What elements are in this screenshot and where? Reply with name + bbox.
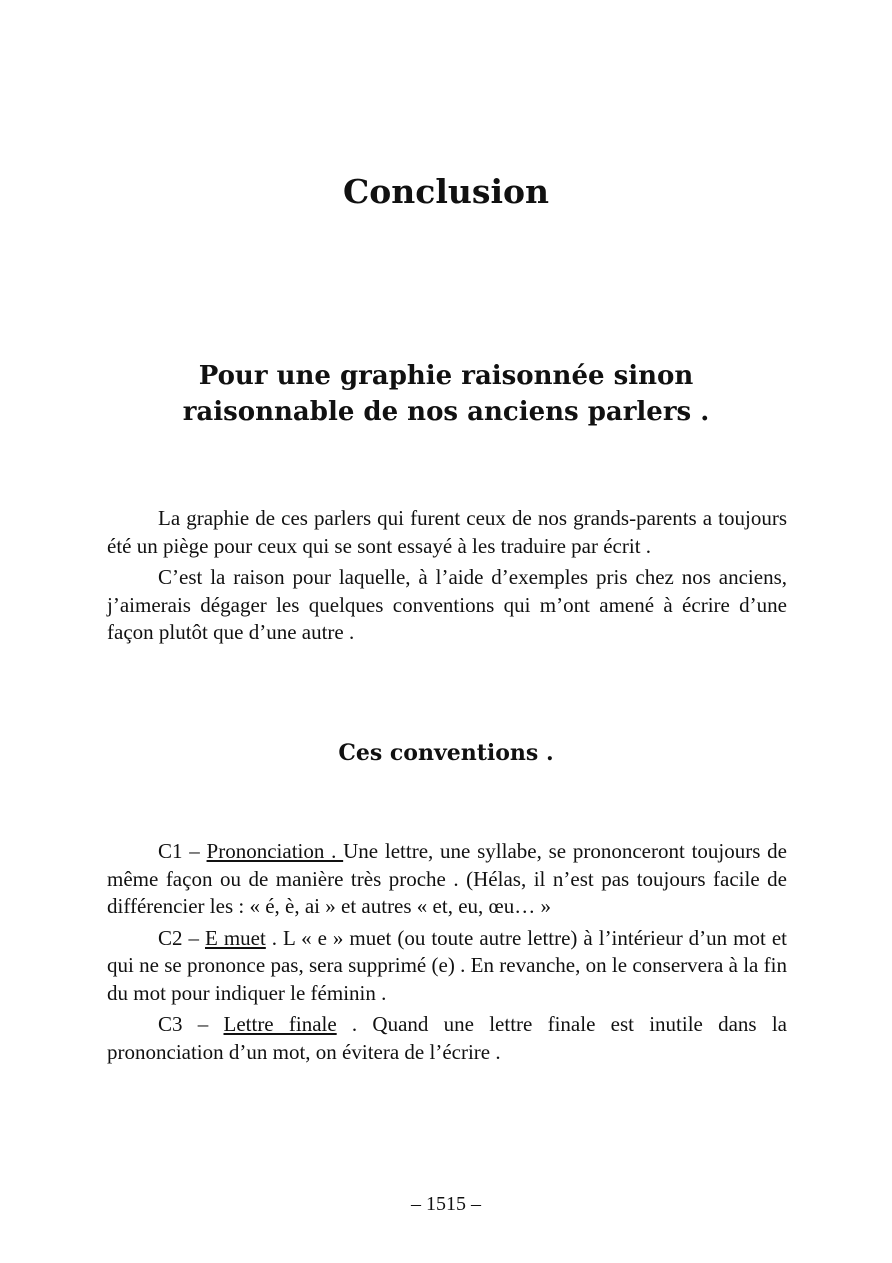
intro-section [107,505,787,651]
convention-code: C1 – [158,839,200,863]
page-number: – 1515 – [411,1193,481,1215]
convention-term: E muet [205,925,266,950]
intro-paragraph: La graphie de ces parlers qui furent ceux de nos grands-parents a toujours été un piège pour ceux qui se sont essayé à les traduire par écrit . [107,506,787,558]
convention-c3 [107,1011,787,1066]
convention-text: . Quand une lettre finale est inutile dans la prononciation d’un mot, on évitera de l’écrire . [107,1012,788,1064]
convention-text: . L « e » muet (ou toute autre lettre) à l’intérieur d’un mot et qui ne se prononce pas, sera supprimé (e) . En revanche, on le conservera à la fin du mot pour indiquer le féminin . [107,925,787,1005]
convention-term: Prononciation . [206,839,344,863]
convention-term: Lettre finale [223,1012,337,1036]
convention-text: Une lettre, une syllabe, se prononceront toujours de même façon ou de manière très proche . (Hélas, il n’est pas toujours facile de différencier les : « é, è, ai » et autres « et, eu, œu… » [107,839,787,918]
convention-c2 [107,925,787,1008]
convention-code: C2 – [158,925,199,950]
intro-paragraph: C’est la raison pour laquelle, à l’aide d’exemples pris chez nos anciens, j’aimerais dégager les quelques conventions qui m’ont amené à écrire d’une façon plutôt que d’une autre . [107,565,787,644]
page-title: Conclusion [342,172,549,211]
conventions-list [107,838,787,1070]
convention-c1 [107,838,787,921]
section-heading: Ces conventions . [338,740,554,766]
convention-code: C3 – [158,1012,209,1036]
subtitle: Pour une graphie raisonnée sinon raisonnable de nos anciens parlers . [182,361,710,427]
